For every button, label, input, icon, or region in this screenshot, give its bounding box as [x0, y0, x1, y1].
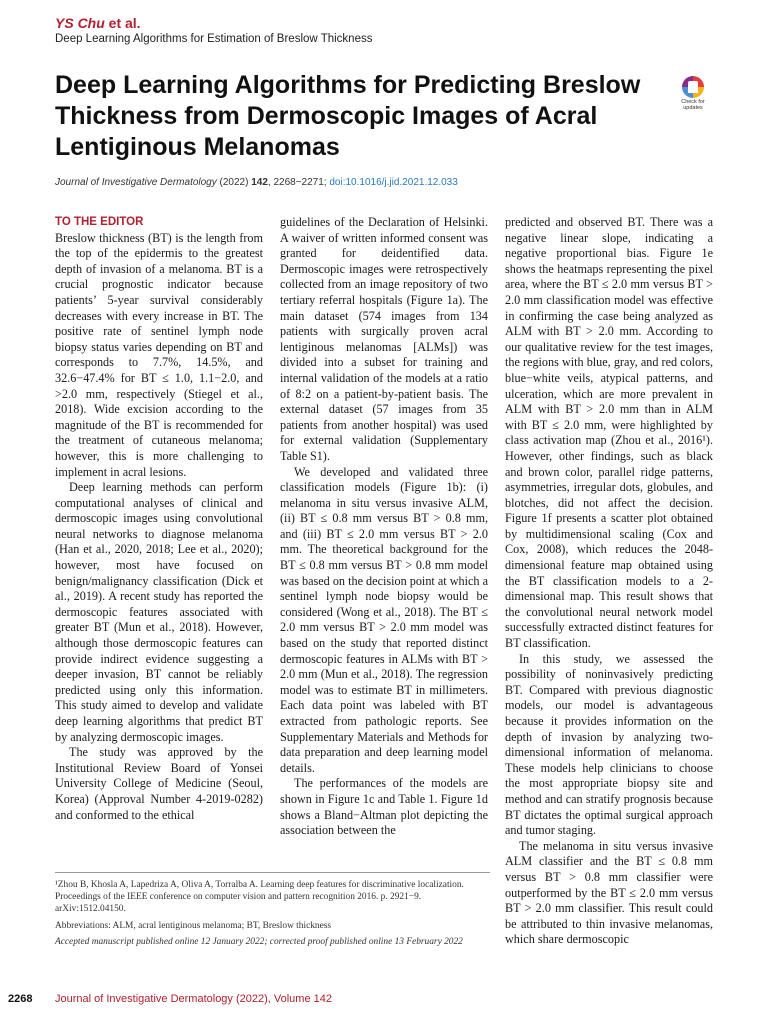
- footer-journal: Journal of Investigative Dermatology (2022), Volume 142: [55, 993, 332, 1005]
- column-2: [280, 215, 488, 839]
- badge-line2: updates: [683, 105, 703, 111]
- badge-line1: Check for: [681, 99, 705, 105]
- paragraph: The melanoma in situ versus invasive ALM classifier and the BT ≤ 0.8 mm versus BT > 0.8 mm classifier were outperformed by the BT ≤ 2.0 mm versus BT > 2.0 mm classifier. This result could be attributed to thin invasive melanomas, which share dermoscopic: [505, 838, 713, 947]
- column-1: [55, 215, 263, 823]
- citation-pages: , 2268−2271;: [267, 177, 330, 188]
- page-number: 2268: [8, 993, 33, 1005]
- citation-year: (2022): [216, 177, 252, 188]
- paragraph: predicted and observed BT. There was a negative linear slope, indicating a negative proportional bias. Figure 1e shows the heatmaps representing the pixel area, where the BT ≤ 2.0 mm versus BT > 2.0 mm classification model was effective in confirming the case being analyzed as ALM with BT > 2.0 mm. According to our qualitative review for the test images, the regions with blue, gray, and red colors, blue−white veils, atypical patterns, and ulceration, which are more prevalent in ALM with BT > 2.0 mm than in ALM with BT ≤ 2.0 mm, were highlighted by class activation map (Zhou et al., 2016¹). However, other findings, such as black and brown color, parallel ridge patterns, asymmetries, irregular dots, globules, and blotches, did not affect the decision. Figure 1f presents a scatter plot obtained by multidimensional scaling (Cox and Cox, 2008), which reduces the 2048-dimensional feature map obtained using the BT classification models to a 2-dimensional map. This result shows that the convolutional neural network model successfully extracted distinct features for BT classification.: [505, 215, 713, 651]
- paragraph: In this study, we assessed the possibility of noninvasively predicting BT. Compared with previous diagnostic models, our model is advantageous because it provides information on the depth of invasion by analyzing two-dimensional information of melanoma. These models help clinicians to choose the most appropriate biopsy site and method and can stratify prognosis because BT dictates the optimal surgical approach and tumor staging.: [505, 651, 713, 838]
- footnote-publication-dates: [55, 936, 490, 948]
- paragraph: We developed and validated three classification models (Figure 1b): (i) melanoma in situ versus invasive ALM, (ii) BT ≤ 0.8 mm versus BT > 0.8 mm, and (iii) BT ≤ 2.0 mm versus BT > 2.0 mm. The theoretical background for the BT ≤ 0.8 mm versus BT > 0.8 mm model was based on the decision point at which a sentinel lymph node biopsy would be considered (Wong et al., 2018). The BT ≤ 2.0 mm versus BT > 2.0 mm model was based on the study that reported distinct dermoscopic features in ALMs with BT > 2.0 mm (Mun et al., 2018). The regression model was to estimate BT in millimeters. Each data point was labeled with BT extracted from pathologic reports. See Supplementary Materials and Methods for data preparation and deep learning model details.: [280, 464, 488, 775]
- section-heading: TO THE EDITOR: [55, 216, 144, 228]
- column-3: [505, 215, 713, 948]
- footnote-reference: ¹Zhou B, Khosla A, Lapedriza A, Oliva A, Torralba A. Learning deep features for discriminative localization. Proceedings of the IEEE conference on computer vision and pattern recognition 2016. p. 2921−9. arXiv:1512.04150.: [55, 880, 464, 914]
- author-name: YS Chu: [55, 15, 105, 31]
- citation-volume: 142: [251, 177, 268, 188]
- footnote-divider: [55, 872, 490, 873]
- article-title: Deep Learning Algorithms for Predicting Breslow Thickness from Dermoscopic Images of Acral Lentiginous Melanomas: [55, 71, 641, 161]
- running-header-title: Deep Learning Algorithms for Estimation of Breslow Thickness: [55, 33, 373, 45]
- author-suffix: et al.: [104, 15, 141, 31]
- citation-line: [55, 177, 458, 188]
- paragraph: guidelines of the Declaration of Helsinki. A waiver of written informed consent was granted for deidentified data. Dermoscopic images were retrospectively collected from an image repository of two tertiary referral hospitals (Figure 1a). The main dataset (574 images from 134 patients with surgically proven acral lentiginous melanomas [ALMs]) was divided into a subset for training and internal validation of the models at a ratio of 8:2 on a patient-by-patient basis. The external dataset (57 images from 35 patients from another hospital) was used for external validation (Supplementary Table S1).: [280, 215, 488, 463]
- publication-dates-text: Accepted manuscript published online 12 January 2022; corrected proof published online 13 February 2022: [55, 937, 463, 947]
- bookmark-icon: [682, 76, 704, 98]
- doi-link[interactable]: doi:10.1016/j.jid.2021.12.033: [329, 177, 458, 188]
- citation-journal: Journal of Investigative Dermatology: [55, 177, 217, 188]
- paragraph: The performances of the models are shown in Figure 1c and Table 1. Figure 1d shows a Bland−Altman plot depicting the association between the: [280, 776, 488, 838]
- paragraph: Breslow thickness (BT) is the length from the top of the epidermis to the greatest depth of invasion of a melanoma. BT is a crucial prognostic indicator because patients’ 5-year survival considerably decreases with every increase in BT. The positive rate of sentinel lymph node biopsy status varies depending on BT and corresponds to 7.7%, 14.5%, and 32.6−47.4% for BT ≤ 1.0, 1.1−2.0, and >2.0 mm, respectively (Stiegel et al., 2018). Wide excision according to the magnitude of the BT is recommended for the treatment of cutaneous melanoma; however, this is more challenging to implement in acral lesions.: [55, 230, 263, 479]
- footnote-abbreviations: Abbreviations: ALM, acral lentiginous melanoma; BT, Breslow thickness: [55, 921, 332, 931]
- paragraph: The study was approved by the Institutional Review Board of Yonsei University College of Medicine (Seoul, Korea) (Approval Number 4-2019-0282) and conformed to the ethical: [55, 745, 263, 822]
- check-for-updates-badge[interactable]: [676, 76, 710, 111]
- running-header-author: [55, 15, 141, 31]
- paragraph: Deep learning methods can perform computational analyses of clinical and dermoscopic images using convolutional neural networks to diagnose melanoma (Han et al., 2020, 2018; Lee et al., 2020); however, most have focused on benign/malignancy classification (Dick et al., 2019). A recent study has reported the dermoscopic features associated with greater BT (Mun et al., 2018). However, although those dermoscopic features can provide indirect evidence suggesting a deeper invasion, BT cannot be reliably predicted using only this information. This study aimed to develop and validate deep learning algorithms that predict BT by analyzing dermoscopic images.: [55, 480, 263, 744]
